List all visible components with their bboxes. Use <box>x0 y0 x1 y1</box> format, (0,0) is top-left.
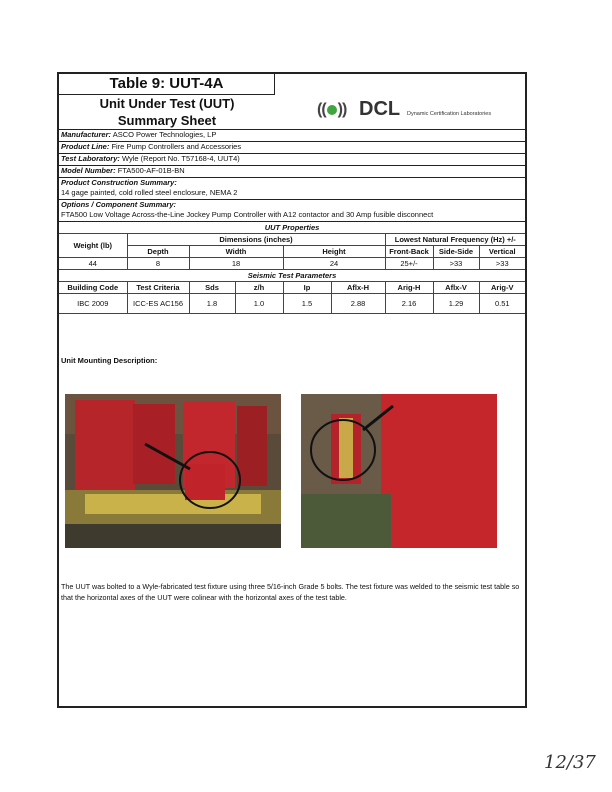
front-back-header: Front-Back <box>385 246 433 258</box>
seismic-value: 2.88 <box>331 294 385 314</box>
seismic-value: 1.0 <box>235 294 283 314</box>
summary-sheet <box>57 72 527 708</box>
uut-properties-title: UUT Properties <box>59 222 525 234</box>
seismic-value: IBC 2009 <box>59 294 127 314</box>
mounting-description-label: Unit Mounting Description: <box>61 356 158 365</box>
dimensions-header: Dimensions (inches) <box>127 234 385 246</box>
seismic-header: Sds <box>189 282 235 294</box>
seismic-header: Building Code <box>59 282 127 294</box>
sheet-header <box>59 95 525 129</box>
weight-value: 44 <box>59 258 127 270</box>
depth-header: Depth <box>127 246 189 258</box>
front-back-value: 25+/- <box>385 258 433 270</box>
seismic-header: Aflx-V <box>433 282 479 294</box>
vertical-header: Vertical <box>479 246 525 258</box>
logo-subtitle: Dynamic Certification Laboratories <box>407 111 492 117</box>
seismic-value: 1.5 <box>283 294 331 314</box>
width-header: Width <box>189 246 283 258</box>
weight-header: Weight (lb) <box>59 234 127 258</box>
logo-signal-icon: (( )) <box>317 101 347 118</box>
seismic-value: 1.8 <box>189 294 235 314</box>
seismic-header: Arig-V <box>479 282 525 294</box>
manufacturer-row: Manufacturer: ASCO Power Technologies, LP <box>59 129 525 141</box>
uut-photo-overview <box>65 394 281 548</box>
width-value: 18 <box>189 258 283 270</box>
seismic-value: 1.29 <box>433 294 479 314</box>
seismic-value: ICC-ES AC156 <box>127 294 189 314</box>
frequency-header: Lowest Natural Frequency (Hz) +/- <box>385 234 525 246</box>
height-value: 24 <box>283 258 385 270</box>
seismic-title: Seismic Test Parameters <box>59 270 525 282</box>
vertical-value: >33 <box>479 258 525 270</box>
test-lab-row: Test Laboratory: Wyle (Report No. T57168-4, UUT4) <box>59 153 525 165</box>
height-header: Height <box>283 246 385 258</box>
product-line-row: Product Line: Fire Pump Controllers and Accessories <box>59 141 525 153</box>
side-side-header: Side-Side <box>433 246 479 258</box>
seismic-header: Arig-H <box>385 282 433 294</box>
seismic-value: 0.51 <box>479 294 525 314</box>
seismic-header: z/h <box>235 282 283 294</box>
logo-name: DCL <box>359 98 401 120</box>
depth-value: 8 <box>127 258 189 270</box>
heading-line-1: Unit Under Test (UUT) <box>99 96 235 111</box>
side-side-value: >33 <box>433 258 479 270</box>
uut-photo-closeup <box>301 394 497 548</box>
seismic-header: Aflx-H <box>331 282 385 294</box>
seismic-value: 2.16 <box>385 294 433 314</box>
heading-line-2: Summary Sheet <box>117 113 217 128</box>
table-title: Table 9: UUT-4A <box>59 74 275 95</box>
seismic-header: Ip <box>283 282 331 294</box>
mounting-description-text: The UUT was bolted to a Wyle-fabricated test fixture using three 5/16-inch Grade 5 bolts. The test fixture was welded to the seismic test table so that the horizontal axes of the UUT were colinear with the horizontal axes of the test table. <box>61 582 520 602</box>
options-row: Options / Component Summary: FTA500 Low Voltage Across-the-Line Jockey Pump Controller with A12 contactor and 30 Amp fusible disconnect <box>59 199 525 221</box>
dcl-logo <box>317 98 527 125</box>
seismic-header: Test Criteria <box>127 282 189 294</box>
model-row: Model Number: FTA500-AF-01B-BN <box>59 165 525 177</box>
handwritten-page-number: 12/37 <box>544 752 596 773</box>
construction-row: Product Construction Summary: 14 gage painted, cold rolled steel enclosure, NEMA 2 <box>59 177 525 199</box>
sheet-heading <box>59 95 275 129</box>
uut-properties-table <box>59 221 525 314</box>
